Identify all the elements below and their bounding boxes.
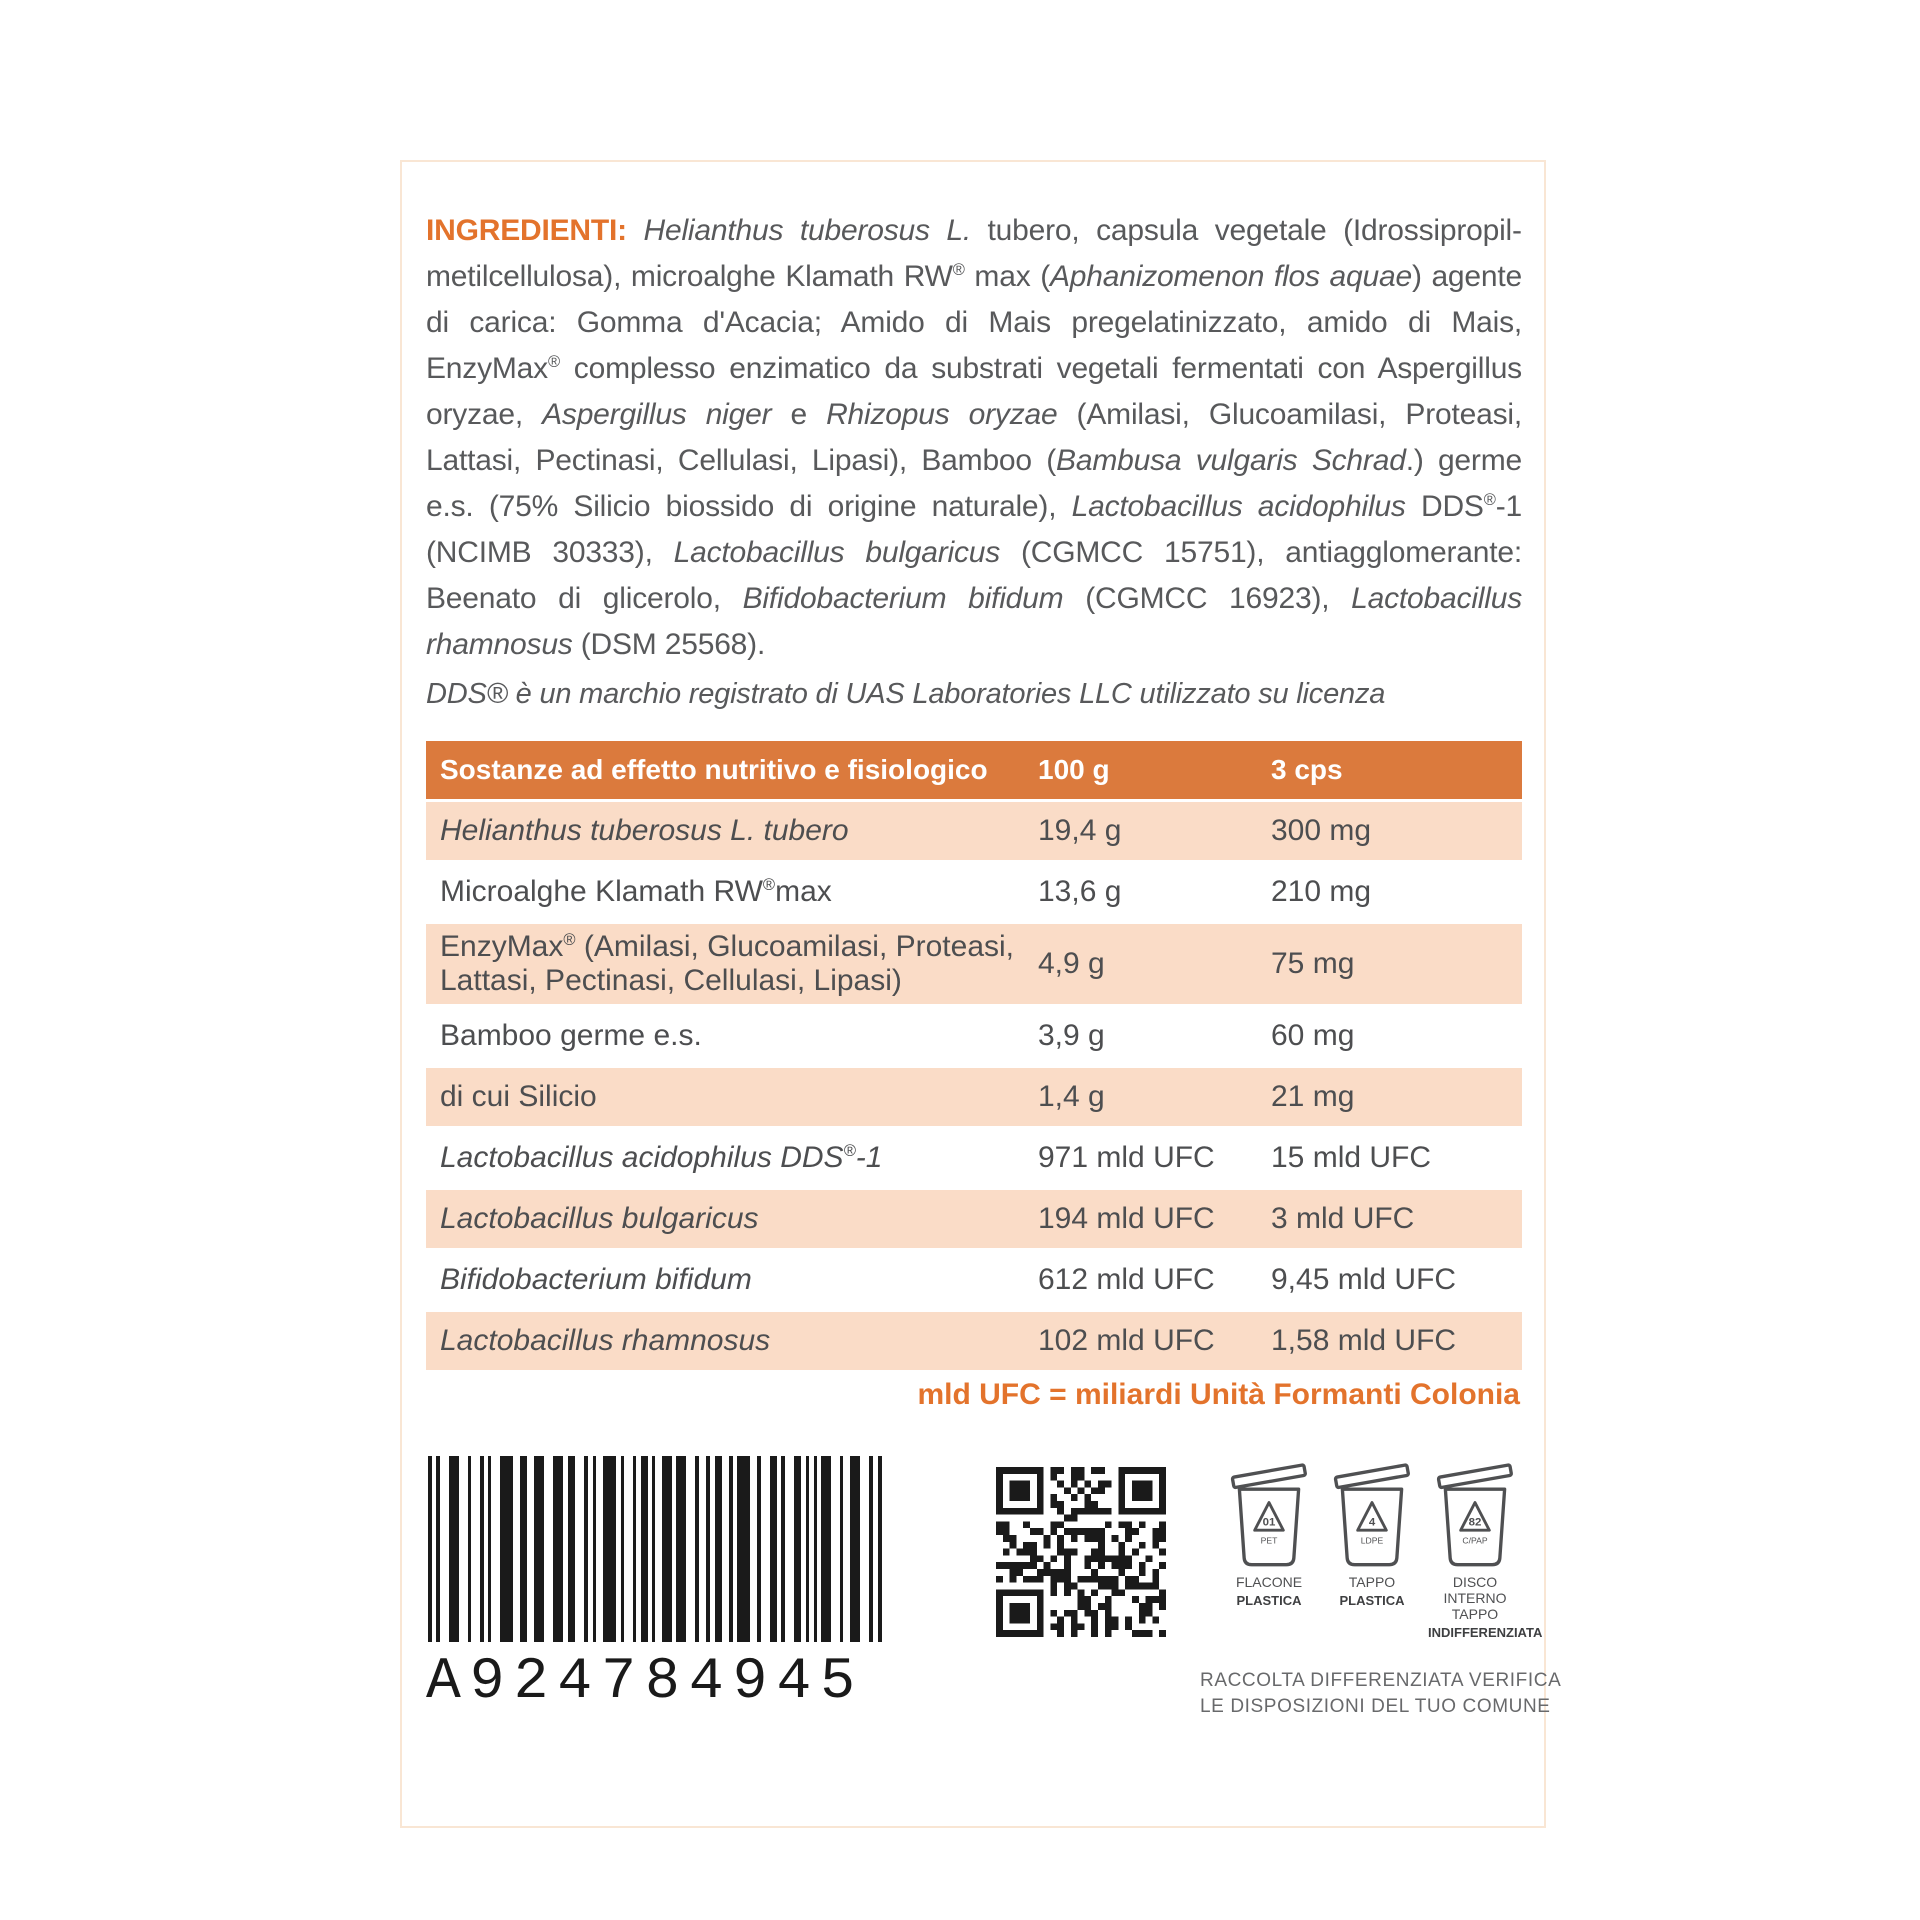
qr-code-icon xyxy=(996,1456,1166,1648)
svg-text:82: 82 xyxy=(1468,1516,1482,1529)
ingredients-segment: Helianthus tuberosus L. xyxy=(643,214,971,247)
ingredients-segment: (CGMCC 15751), antiagglomerante: Beenato di glicerolo, xyxy=(426,536,1523,615)
ingredients-segment: (Amilasi, Glucoamilasi, Proteasi, Lattasi, Pectinasi, Cellulasi, Lipasi), Bamboo ( xyxy=(426,398,1522,477)
value-per-3cps: 75 mg xyxy=(1271,947,1355,980)
ingredients-paragraph xyxy=(426,208,1522,668)
recycle-bin xyxy=(1428,1456,1543,1640)
barcode-value: A924784945 xyxy=(426,1650,865,1715)
value-per-3cps: 300 mg xyxy=(1271,814,1372,847)
table-row xyxy=(426,1312,1522,1370)
bin-part-label: DISCO INTERNO TAPPO xyxy=(1443,1574,1507,1622)
recycle-bin-icon xyxy=(1226,1456,1312,1572)
value-per-3cps: 1,58 mld UFC xyxy=(1271,1324,1457,1357)
value-per-100g: 4,9 g xyxy=(1038,947,1105,980)
ingredients-segment: (DSM 25568). xyxy=(572,628,766,661)
value-per-100g: 102 mld UFC xyxy=(1038,1324,1215,1357)
value-per-100g: 3,9 g xyxy=(1038,1019,1105,1052)
bin-disposal-label: PLASTICA xyxy=(1339,1593,1405,1608)
svg-text:4: 4 xyxy=(1368,1516,1376,1529)
barcode-bars-icon xyxy=(426,1456,884,1642)
value-per-100g: 971 mld UFC xyxy=(1038,1141,1215,1174)
value-per-3cps: 9,45 mld UFC xyxy=(1271,1263,1457,1296)
substance-name: di cui Silicio xyxy=(440,1080,597,1113)
recycling-note-line2: LE DISPOSIZIONI DEL TUO COMUNE xyxy=(1200,1696,1551,1717)
trademark-note: DDS® è un marchio registrato di UAS Laboratories LLC utilizzato su licenza xyxy=(426,678,1386,710)
value-per-3cps: 60 mg xyxy=(1271,1019,1355,1052)
table-header-row xyxy=(426,741,1522,799)
recycle-bin-icon xyxy=(1329,1456,1415,1572)
ingredients-segment: .) germe e.s. (75% Silicio biossido di origine naturale), xyxy=(426,444,1522,523)
table-row xyxy=(426,1129,1522,1187)
value-per-100g: 13,6 g xyxy=(1038,875,1122,908)
ingredients-segment: (CGMCC 16923), xyxy=(1063,582,1352,615)
table-row xyxy=(426,924,1522,1004)
svg-text:01: 01 xyxy=(1262,1516,1276,1529)
table-row xyxy=(426,863,1522,921)
table-header-cell: 100 g xyxy=(1038,754,1110,785)
ingredients-segment: Lactobacillus acidophilus xyxy=(1071,490,1406,523)
table-row xyxy=(426,802,1522,860)
svg-text:LDPE: LDPE xyxy=(1360,1535,1384,1546)
nutrition-table xyxy=(426,741,1522,1370)
value-per-3cps: 3 mld UFC xyxy=(1271,1202,1415,1235)
table-row xyxy=(426,1068,1522,1126)
bottom-section xyxy=(426,1456,1562,1720)
ingredients-segment: e xyxy=(771,398,827,431)
substance-name: EnzyMax® (Amilasi, Glucoamilasi, Proteasi, Lattasi, Pectinasi, Cellulasi, Lipasi) xyxy=(440,930,1015,997)
ingredients-segment: DDS®-1 (NCIMB 30333), xyxy=(426,490,1522,569)
ingredients-segment: Bifidobacterium bifidum xyxy=(742,582,1064,615)
svg-text:PET: PET xyxy=(1260,1535,1278,1546)
table-row xyxy=(426,1251,1522,1309)
barcode xyxy=(426,1456,884,1715)
value-per-100g: 612 mld UFC xyxy=(1038,1263,1215,1296)
value-per-100g: 19,4 g xyxy=(1038,814,1122,847)
substance-name: Bifidobacterium bifidum xyxy=(440,1263,752,1296)
recycle-bin-icon xyxy=(1432,1456,1518,1572)
ingredients-segment: Lactobacillus bulgaricus xyxy=(673,536,1001,569)
recycling-info xyxy=(1200,1456,1562,1720)
value-per-100g: 1,4 g xyxy=(1038,1080,1105,1113)
recycling-note xyxy=(1200,1668,1562,1720)
value-per-100g: 194 mld UFC xyxy=(1038,1202,1215,1235)
table-row xyxy=(426,1190,1522,1248)
bin-disposal-label: PLASTICA xyxy=(1236,1593,1302,1608)
recycling-note-line1: RACCOLTA DIFFERENZIATA VERIFICA xyxy=(1200,1670,1562,1691)
table-footnote: mld UFC = miliardi Unità Formanti Colonia xyxy=(917,1378,1520,1411)
substance-name: Lactobacillus bulgaricus xyxy=(440,1202,759,1235)
ingredients-segment: Aspergillus niger xyxy=(542,398,772,431)
svg-text:C/PAP: C/PAP xyxy=(1462,1535,1488,1546)
substance-name: Lactobacillus acidophilus DDS®-1 xyxy=(440,1141,883,1174)
ingredients-segment: Aphanizomenon flos aquae xyxy=(1050,260,1412,293)
value-per-3cps: 15 mld UFC xyxy=(1271,1141,1432,1174)
ingredients-segment: INGREDIENTI: xyxy=(426,214,644,247)
recycle-bin xyxy=(1222,1456,1316,1640)
substance-name: Bamboo germe e.s. xyxy=(440,1019,702,1052)
recycle-bins xyxy=(1222,1456,1543,1640)
table-row xyxy=(426,1007,1522,1065)
substance-name: Lactobacillus rhamnosus xyxy=(440,1324,771,1357)
bin-part-label: TAPPO xyxy=(1348,1574,1396,1590)
bin-part-label: FLACONE xyxy=(1235,1574,1303,1590)
substance-name: Helianthus tuberosus L. tubero xyxy=(440,814,849,847)
table-header-cell: Sostanze ad effetto nutritivo e fisiologico xyxy=(440,754,988,785)
value-per-3cps: 210 mg xyxy=(1271,875,1372,908)
recycle-bin xyxy=(1325,1456,1419,1640)
ingredients-segment: tubero, capsula vegetale (Idrossipropilmetilcellulosa), microalghe Klamath RW® max ( xyxy=(426,214,1523,293)
bin-disposal-label: INDIFFERENZIATA xyxy=(1428,1625,1543,1640)
ingredients-segment: ) agente di carica: Gomma d'Acacia; Amido di Mais pregelatinizzato, amido di Mais, EnzyMax® complesso enzimatico da substrati vegetali fermentati con Aspergillus oryzae, xyxy=(426,260,1523,431)
ingredients-segment: Lactobacillus rhamnosus xyxy=(426,582,1522,661)
ingredients-segment: Bambusa vulgaris Schrad xyxy=(1056,444,1406,477)
substance-name: Microalghe Klamath RW®max xyxy=(440,875,832,908)
table-header-cell: 3 cps xyxy=(1271,754,1343,785)
ingredients-segment: Rhizopus oryzae xyxy=(826,398,1058,431)
value-per-3cps: 21 mg xyxy=(1271,1080,1355,1113)
supplement-label xyxy=(400,160,1562,1828)
